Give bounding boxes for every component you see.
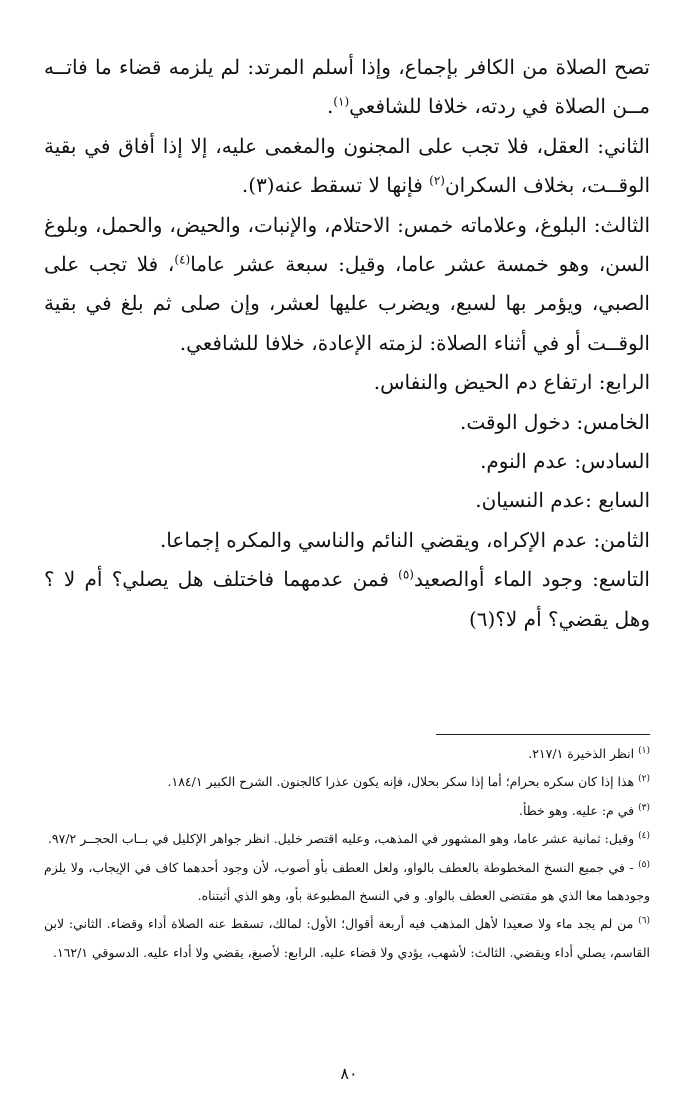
paragraph-3: الثالث: البلوغ، وعلاماته خمس: الاحتلام، والإنبات، والحيض، والحمل، وبلوغ السن، وهو خمسة عشر عاما، وقيل: سبعة عشر عاما$^{(٤)}$، فلا تجب على الصبي، ويؤمر بها لسبع، ويضرب عليها لعشر، وإن صلى ثم بلغ في بقية الوقــت أو في أثناء الصلاة: لزمته الإعادة، خلافا للشافعي. xyxy=(44,212,650,355)
paragraph-2: الثاني: العقل، فلا تجب على المجنون والمغمى عليه، إلا إذا أفاق في بقية الوقــت، بخلاف السكران$^{(٢)}$ فإنها لا تسقط عنه(٣). xyxy=(44,133,650,198)
footnote-5: $^{(٥)}$ - في جميع النسخ المخطوطة بالعطف بالواو، ولعل العطف بأو أصوب، لأن وجود أحدهما كاف في الإيجاب، ولا يلزم وجودهما معا الذي هو مقتضى العطف بالواو. و في النسخ المطبوعة بأو، وهو الذي أثبتناه. xyxy=(44,859,650,904)
footnotes xyxy=(44,740,650,967)
paragraph-9: التاسع: وجود الماء أوالصعيد$^{(٥)}$ فمن عدمهما فاختلف هل يصلي؟ أم لا ؟ وهل يقضي؟ أم لا؟(٦) xyxy=(44,567,650,631)
footnote-ref-1[interactable]: (١) xyxy=(333,94,350,109)
footnote-ref-2[interactable]: (٢) xyxy=(429,173,445,188)
paragraph-6: السادس: عدم النوم. xyxy=(480,449,650,474)
footnote-ref-4[interactable]: (٤) xyxy=(174,252,191,267)
paragraph-7: السابع :عدم النسيان. xyxy=(475,488,650,513)
paragraph-1: تصح الصلاة من الكافر بإجماع، وإذا أسلم المرتد: لم يلزمه قضاء ما فاتــه مــن الصلاة في ردته، خلافا للشافعي$^{(١)}$. xyxy=(44,55,650,119)
paragraph-5: الخامس: دخول الوقت. xyxy=(460,409,650,434)
paragraph-4: الرابع: ارتفاع دم الحيض والنفاس. xyxy=(373,370,650,395)
footnote-separator xyxy=(436,734,650,735)
footnote-1: $^{(١)}$ انظر الذخيرة ٢١٧/١. xyxy=(528,745,650,761)
paragraph-8: الثامن: عدم الإكراه، ويقضي النائم والناسي والمكره إجماعا. xyxy=(159,527,650,552)
footnote-2: $^{(٢)}$ هذا إذا كان سكره بحرام؛ أما إذا سكر بحلال، فإنه يكون عذرا كالجنون. الشرح الكبير ١٨٤/١. xyxy=(167,774,650,790)
footnote-6: $^{(٦)}$ من لم يجد ماء ولا صعيدا لأهل المذهب فيه أربعة أقوال؛ الأول: لمالك، تسقط عنه الصلاة أداء وقضاء. الثاني: لابن القاسم، يصلي أداء ويقضي. الثالث: لأشهب، يؤدي ولا قضاء عليه. الرابع: لأصبغ، يقضي ولا أداء عليه. الدسوقي ١٦٢/١. xyxy=(44,916,650,960)
main-text xyxy=(44,48,650,639)
footnote-4: $^{(٤)}$ وقيل: ثمانية عشر عاما، وهو المشهور في المذهب، وعليه اقتصر خليل. انظر جواهر الإكليل في بــاب الحجــر ٩٧/٢. xyxy=(47,831,650,847)
footnote-3: $^{(٣)}$ في م: عليه. وهو خطأ. xyxy=(519,802,650,818)
page-number: ٨٠ xyxy=(340,1064,358,1083)
footnote-ref-5[interactable]: (٥) xyxy=(398,567,414,582)
